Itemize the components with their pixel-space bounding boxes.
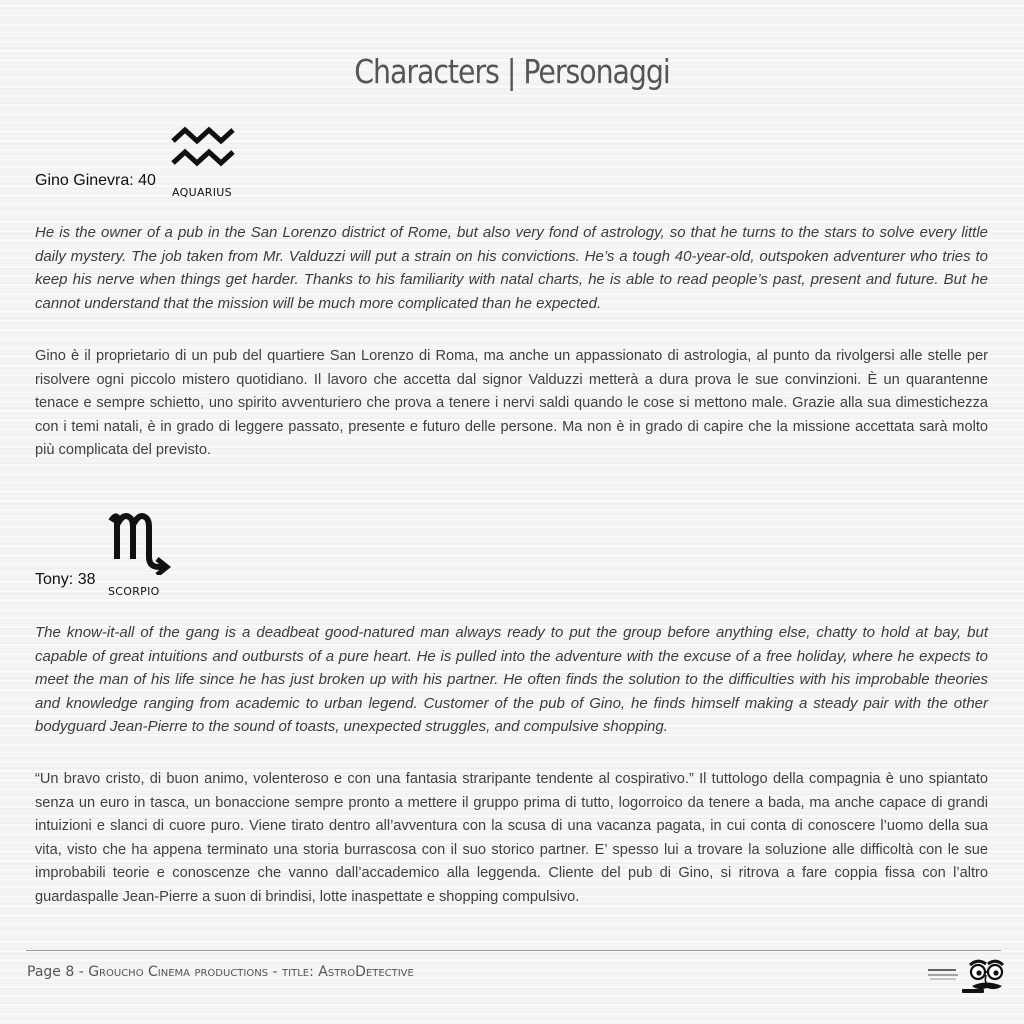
groucho-cinema-logo-icon — [926, 955, 1006, 997]
scorpio-icon — [107, 507, 171, 575]
footer-divider — [26, 950, 1001, 951]
sign-label: AQUARIUS — [172, 186, 232, 199]
footer-company: Groucho Cinema productions — [88, 964, 269, 980]
character-name: Tony: 38 — [35, 571, 96, 588]
footer-separator: - — [268, 964, 283, 980]
character-description-it: Gino è il proprietario di un pub del quartiere San Lorenzo di Roma, ma anche un appassionato di astrologia, al punto da rivolgersi alle stelle per risolvere ogni piccolo mistero quotidiano. Il lavoro che accetta dal signor Valduzzi metterà a dura prova le sue convinzioni. È un quarantenne tenace e sempre schietto, uno spirito avventuriero che prova a tenere i nervi saldi quando le cose si mettono male. Grazie alla sua dimestichezza con i temi natali, è in grado di leggere passato, presente e futuro delle persone. Ma non è in grado di capire che la missione accettata sarà molto più complicata del previsto. — [35, 348, 988, 458]
footer-title: AstroDetective — [318, 964, 414, 980]
sign-label: SCORPIO — [108, 585, 160, 598]
page-title: Characters | Personaggi — [354, 52, 670, 91]
footer-page-label: Page 8 - — [27, 964, 89, 980]
footer-text — [27, 964, 414, 980]
character-description-en: The know-it-all of the gang is a deadbeat good-natured man always ready to put the group before anything else, chatty to hold at bay, but capable of great intuitions and outbursts of a pure heart. He is pulled into the adventure with the excuse of a free holiday, where he expects to meet the man of his life since he has just broken up with his partner. He often finds the solution to the difficulties with his improbable theories and knowledge ranging from academic to urban legend. Customer of the pub of Gino, he finds himself making a steady pair with the other bodyguard Jean-Pierre to the sound of toasts, unexpected struggles, and compulsive shopping. — [35, 624, 988, 735]
character-name: Gino Ginevra: 40 — [35, 172, 156, 189]
aquarius-icon — [171, 126, 237, 168]
character-description-en: He is the owner of a pub in the San Lorenzo district of Rome, but also very fond of astrology, so that he turns to the stars to solve every little daily mystery. The job taken from Mr. Valduzzi will put a strain on his convictions. He’s a tough 40-year-old, outspoken adventurer who tries to keep his nerve when things get harder. Thanks to his familiarity with natal charts, he is able to read people’s past, present and future. But he cannot understand that the mission will be much more complicated than he expected. — [35, 224, 988, 312]
footer-title-label: title — [282, 964, 310, 980]
character-description-it: “Un bravo cristo, di buon animo, volenteroso e con una fantasia straripante tendente al cospirativo.” Il tuttologo della compagnia è uno spiantato senza un euro in tasca, un bonaccione sempre pronto a mettere il gruppo prima di tutto, logorroico da tenere a bada, ma anche capace di grandi intuizioni e slanci di cuore puro. Viene tirato dentro all’avventura con la scusa di una vacanza pagata, in cui conta di conoscere l’uomo della sua vita, visto che ha appena terminato una storia burrascosa con il suo storico partner. E’ spesso lui a trovare la soluzione alle difficoltà con le sue improbabili teorie e conoscenze che vanno dall’accademico alla leggenda. Cliente del pub di Gino, si ritrova a fare coppia fissa con l’altro guardaspalle Jean-Pierre a suon di brindisi, lotte inaspettate e shopping compulsivo. — [35, 771, 988, 905]
footer-colon: : — [309, 964, 319, 980]
